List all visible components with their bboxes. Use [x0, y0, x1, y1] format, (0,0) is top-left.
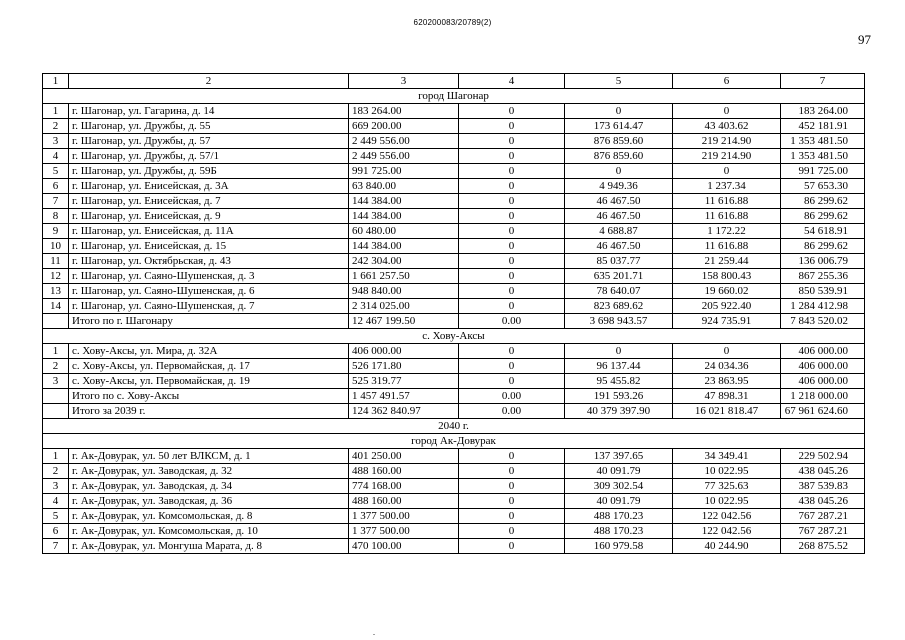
table-cell: 19 660.02	[673, 284, 781, 299]
table-cell: 183 264.00	[781, 104, 865, 119]
table-cell: 0	[459, 464, 565, 479]
table-cell: 0	[459, 299, 565, 314]
table-cell: 77 325.63	[673, 479, 781, 494]
table-cell: г. Ак-Довурак, ул. Заводская, д. 32	[69, 464, 349, 479]
header-cell: 3	[349, 74, 459, 89]
table-cell: 54 618.91	[781, 224, 865, 239]
table-cell: 6	[43, 179, 69, 194]
table-cell: 43 403.62	[673, 119, 781, 134]
table-cell: 1 353 481.50	[781, 149, 865, 164]
table-cell: 122 042.56	[673, 524, 781, 539]
table-cell: 0	[459, 359, 565, 374]
table-cell: 57 653.30	[781, 179, 865, 194]
table-cell: 0	[565, 344, 673, 359]
table-cell: 406 000.00	[349, 344, 459, 359]
table-cell: 876 859.60	[565, 149, 673, 164]
table-cell: 1	[43, 449, 69, 464]
table-cell: 635 201.71	[565, 269, 673, 284]
table-cell: 11 616.88	[673, 239, 781, 254]
header-cell: 4	[459, 74, 565, 89]
table-cell: 3	[43, 374, 69, 389]
table-cell: 0	[565, 164, 673, 179]
table-cell: 876 859.60	[565, 134, 673, 149]
table-cell: 1 172.22	[673, 224, 781, 239]
table-cell: 40 091.79	[565, 494, 673, 509]
table-cell: 191 593.26	[565, 389, 673, 404]
table-cell: 67 961 624.60	[781, 404, 865, 419]
section-title: город Ак-Довурак	[43, 434, 865, 449]
table-cell: г. Ак-Довурак, ул. Заводская, д. 36	[69, 494, 349, 509]
table-cell: г. Ак-Довурак, ул. Заводская, д. 34	[69, 479, 349, 494]
table-cell: 0	[459, 284, 565, 299]
table-cell: 0	[459, 494, 565, 509]
table-row	[43, 464, 865, 479]
table-cell: Итого по г. Шагонару	[69, 314, 349, 329]
table-cell: 40 244.90	[673, 539, 781, 554]
table-cell: г. Шагонар, ул. Енисейская, д. 11А	[69, 224, 349, 239]
table-cell: 4	[43, 149, 69, 164]
table-cell: 488 170.23	[565, 524, 673, 539]
table-cell: 10	[43, 239, 69, 254]
table-cell: 850 539.91	[781, 284, 865, 299]
table-cell: 160 979.58	[565, 539, 673, 554]
table-cell: 10 022.95	[673, 494, 781, 509]
table-cell: 1 353 481.50	[781, 134, 865, 149]
table-cell: 823 689.62	[565, 299, 673, 314]
table-cell: 470 100.00	[349, 539, 459, 554]
table-cell: 767 287.21	[781, 509, 865, 524]
table-cell: 40 091.79	[565, 464, 673, 479]
table-row	[43, 119, 865, 134]
table-cell: г. Шагонар, ул. Саяно-Шушенская, д. 7	[69, 299, 349, 314]
table-cell: 438 045.26	[781, 464, 865, 479]
table-cell: г. Шагонар, ул. Гагарина, д. 14	[69, 104, 349, 119]
table-cell: 78 640.07	[565, 284, 673, 299]
table-row	[43, 134, 865, 149]
table-row	[43, 359, 865, 374]
table-cell	[43, 389, 69, 404]
table-cell: 438 045.26	[781, 494, 865, 509]
table-cell: 124 362 840.97	[349, 404, 459, 419]
table-cell: г. Шагонар, ул. Саяно-Шушенская, д. 3	[69, 269, 349, 284]
table-cell: г. Шагонар, ул. Енисейская, д. 15	[69, 239, 349, 254]
table-cell: 0	[459, 119, 565, 134]
table-cell: 173 614.47	[565, 119, 673, 134]
table-cell: 229 502.94	[781, 449, 865, 464]
table-cell: 924 735.91	[673, 314, 781, 329]
header-cell: 5	[565, 74, 673, 89]
table-cell: 268 875.52	[781, 539, 865, 554]
table-cell: 21 259.44	[673, 254, 781, 269]
table-cell: 0	[459, 479, 565, 494]
table-cell: 867 255.36	[781, 269, 865, 284]
table-cell: 401 250.00	[349, 449, 459, 464]
table-cell: 1	[43, 104, 69, 119]
table-cell: 0.00	[459, 404, 565, 419]
table-cell: Итого за 2039 г.	[69, 404, 349, 419]
table-cell: 406 000.00	[781, 359, 865, 374]
table-cell: 11 616.88	[673, 209, 781, 224]
table-cell: 46 467.50	[565, 194, 673, 209]
table-cell: 34 349.41	[673, 449, 781, 464]
table-cell: 219 214.90	[673, 149, 781, 164]
table-row	[43, 179, 865, 194]
table-cell: 3 698 943.57	[565, 314, 673, 329]
table-cell: 144 384.00	[349, 209, 459, 224]
table-cell	[43, 314, 69, 329]
table-cell: 0	[673, 344, 781, 359]
table-cell: 6	[43, 524, 69, 539]
table-cell: 2 314 025.00	[349, 299, 459, 314]
table-cell: г. Шагонар, ул. Енисейская, д. 7	[69, 194, 349, 209]
table-cell: 96 137.44	[565, 359, 673, 374]
section-title: 2040 г.	[43, 419, 865, 434]
table-cell: 136 006.79	[781, 254, 865, 269]
table-cell: 0	[459, 209, 565, 224]
section-row	[43, 419, 865, 434]
header-cell: 7	[781, 74, 865, 89]
table-cell: 11 616.88	[673, 194, 781, 209]
table-cell: 8	[43, 209, 69, 224]
table-cell: 0	[459, 239, 565, 254]
table-cell: 2	[43, 119, 69, 134]
table-row	[43, 344, 865, 359]
table-cell: 219 214.90	[673, 134, 781, 149]
table-cell: г. Ак-Довурак, ул. Комсомольская, д. 10	[69, 524, 349, 539]
table-cell: 12 467 199.50	[349, 314, 459, 329]
table-cell: 774 168.00	[349, 479, 459, 494]
table-cell: г. Шагонар, ул. Дружбы, д. 59Б	[69, 164, 349, 179]
header-cell: 2	[69, 74, 349, 89]
table-cell: г. Шагонар, ул. Дружбы, д. 57	[69, 134, 349, 149]
table-cell: 47 898.31	[673, 389, 781, 404]
table-cell: 23 863.95	[673, 374, 781, 389]
table-row	[43, 494, 865, 509]
table-cell: 158 800.43	[673, 269, 781, 284]
table-cell: 0	[565, 104, 673, 119]
table-cell: 9	[43, 224, 69, 239]
table-cell: 46 467.50	[565, 209, 673, 224]
table-cell: 144 384.00	[349, 194, 459, 209]
table-cell: 991 725.00	[781, 164, 865, 179]
table-row	[43, 209, 865, 224]
table-cell: 488 160.00	[349, 464, 459, 479]
table-cell: 0	[459, 509, 565, 524]
table-cell: 16 021 818.47	[673, 404, 781, 419]
table-cell: 0	[459, 254, 565, 269]
table-cell: 95 455.82	[565, 374, 673, 389]
table-cell: 488 170.23	[565, 509, 673, 524]
table-cell: с. Хову-Аксы, ул. Первомайская, д. 17	[69, 359, 349, 374]
table-cell: 991 725.00	[349, 164, 459, 179]
table-cell: 0	[459, 524, 565, 539]
table-cell: 1 377 500.00	[349, 509, 459, 524]
table-cell: 1 284 412.98	[781, 299, 865, 314]
table-row	[43, 539, 865, 554]
table-cell: 3	[43, 479, 69, 494]
table-cell: 205 922.40	[673, 299, 781, 314]
table-cell: 14	[43, 299, 69, 314]
table-row	[43, 389, 865, 404]
table-cell: 0	[459, 149, 565, 164]
table-cell: 4 688.87	[565, 224, 673, 239]
data-table	[42, 73, 865, 554]
table-cell: 11	[43, 254, 69, 269]
table-cell: 122 042.56	[673, 509, 781, 524]
table-cell: г. Шагонар, ул. Дружбы, д. 55	[69, 119, 349, 134]
table-cell: 309 302.54	[565, 479, 673, 494]
table-cell: 1 661 257.50	[349, 269, 459, 284]
table-cell: 387 539.83	[781, 479, 865, 494]
table-cell: 183 264.00	[349, 104, 459, 119]
header-row	[43, 74, 865, 89]
table-row	[43, 194, 865, 209]
table-cell: 526 171.80	[349, 359, 459, 374]
table-cell: 137 397.65	[565, 449, 673, 464]
table-row	[43, 149, 865, 164]
table-row	[43, 164, 865, 179]
section-row	[43, 434, 865, 449]
table-cell: г. Шагонар, ул. Енисейская, д. 9	[69, 209, 349, 224]
section-title: с. Хову-Аксы	[43, 329, 865, 344]
scan-speck: .	[373, 628, 375, 637]
table-cell: 10 022.95	[673, 464, 781, 479]
section-row	[43, 329, 865, 344]
table-cell: 4 949.36	[565, 179, 673, 194]
table-cell: г. Шагонар, ул. Дружбы, д. 57/1	[69, 149, 349, 164]
table-row	[43, 284, 865, 299]
table-cell: 669 200.00	[349, 119, 459, 134]
table-cell: 0	[459, 179, 565, 194]
table-cell: 63 840.00	[349, 179, 459, 194]
document-id: 620200083/20789(2)	[413, 18, 492, 27]
table-cell: г. Шагонар, ул. Енисейская, д. 3А	[69, 179, 349, 194]
table-cell: г. Ак-Довурак, ул. Монгуша Марата, д. 8	[69, 539, 349, 554]
table-cell: 452 181.91	[781, 119, 865, 134]
page-number: 97	[858, 32, 871, 47]
table-row	[43, 404, 865, 419]
table-cell: 40 379 397.90	[565, 404, 673, 419]
table-cell: 1 218 000.00	[781, 389, 865, 404]
section-row	[43, 89, 865, 104]
table-body	[43, 89, 865, 554]
table-cell: 24 034.36	[673, 359, 781, 374]
table-cell: 1 377 500.00	[349, 524, 459, 539]
table-cell: г. Ак-Довурак, ул. Комсомольская, д. 8	[69, 509, 349, 524]
table-cell: г. Шагонар, ул. Саяно-Шушенская, д. 6	[69, 284, 349, 299]
section-title: город Шагонар	[43, 89, 865, 104]
table-row	[43, 224, 865, 239]
table-cell: 0.00	[459, 389, 565, 404]
table-cell: 488 160.00	[349, 494, 459, 509]
table-row	[43, 524, 865, 539]
table-cell: 0	[459, 449, 565, 464]
table-cell: с. Хову-Аксы, ул. Первомайская, д. 19	[69, 374, 349, 389]
table-row	[43, 479, 865, 494]
table-cell: 242 304.00	[349, 254, 459, 269]
table-cell: 86 299.62	[781, 239, 865, 254]
table-row	[43, 509, 865, 524]
table-cell: 0	[459, 344, 565, 359]
table-row	[43, 104, 865, 119]
table-cell: 2	[43, 464, 69, 479]
table-cell: 0	[673, 164, 781, 179]
table-cell: 5	[43, 164, 69, 179]
table-row	[43, 449, 865, 464]
table-cell: 13	[43, 284, 69, 299]
table-cell: 5	[43, 509, 69, 524]
table-row	[43, 314, 865, 329]
table-row	[43, 299, 865, 314]
table-cell: 46 467.50	[565, 239, 673, 254]
table-cell: с. Хову-Аксы, ул. Мира, д. 32А	[69, 344, 349, 359]
table-cell: 4	[43, 494, 69, 509]
header-cell: 1	[43, 74, 69, 89]
table-cell: г. Ак-Довурак, ул. 50 лет ВЛКСМ, д. 1	[69, 449, 349, 464]
table-cell: 948 840.00	[349, 284, 459, 299]
table-cell: 767 287.21	[781, 524, 865, 539]
table-cell: 144 384.00	[349, 239, 459, 254]
table-cell: 0	[459, 224, 565, 239]
table-cell: 12	[43, 269, 69, 284]
table-cell: 0	[459, 374, 565, 389]
table-cell: 0	[459, 164, 565, 179]
table-cell: 406 000.00	[781, 344, 865, 359]
table-cell: 86 299.62	[781, 209, 865, 224]
table-cell: 1 237.34	[673, 179, 781, 194]
table-cell: 7	[43, 194, 69, 209]
table-row	[43, 254, 865, 269]
table-cell: 0	[459, 539, 565, 554]
table-cell: 7 843 520.02	[781, 314, 865, 329]
table-cell: 2 449 556.00	[349, 134, 459, 149]
table-cell: 2	[43, 359, 69, 374]
table-cell: 7	[43, 539, 69, 554]
table-cell: 525 319.77	[349, 374, 459, 389]
table-cell: 1	[43, 344, 69, 359]
table-row	[43, 239, 865, 254]
table-cell: 86 299.62	[781, 194, 865, 209]
table-row	[43, 269, 865, 284]
table-cell: 2 449 556.00	[349, 149, 459, 164]
table-cell: 0	[459, 134, 565, 149]
table-cell: 60 480.00	[349, 224, 459, 239]
table-cell	[43, 404, 69, 419]
table-cell: 0	[673, 104, 781, 119]
table-cell: 406 000.00	[781, 374, 865, 389]
table-cell: 0	[459, 104, 565, 119]
table-cell: 3	[43, 134, 69, 149]
table-cell: г. Шагонар, ул. Октябрьская, д. 43	[69, 254, 349, 269]
table-cell: 0	[459, 194, 565, 209]
header-cell: 6	[673, 74, 781, 89]
table-cell: 0.00	[459, 314, 565, 329]
table-row	[43, 374, 865, 389]
table-cell: 1 457 491.57	[349, 389, 459, 404]
table-cell: 85 037.77	[565, 254, 673, 269]
table-cell: 0	[459, 269, 565, 284]
table-cell: Итого по с. Хову-Аксы	[69, 389, 349, 404]
